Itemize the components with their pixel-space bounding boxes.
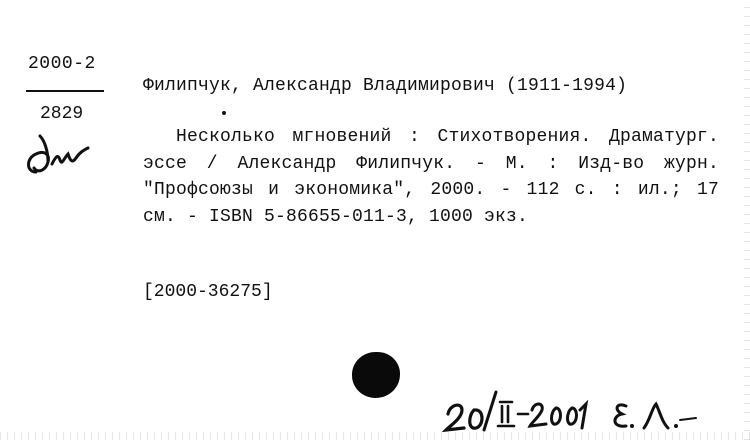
dot-mark [222,111,226,115]
handwritten-date-initials [440,380,740,440]
entry-description: Несколько мгновений : Стихотворения. Драматург. эссе / Александр Филипчук. - М. : Изд-во журн. "Профсоюзы и экономика", 2000. - 112 с. : ил.; 17 см. - ISBN 5-86655-011-3, 1000 экз. [143,127,719,227]
shelf-mark-bottom: 2829 [40,104,84,124]
entry-heading: Филипчук, Александр Владимирович (1911-1994) [143,76,628,96]
ink-blot [352,352,400,398]
handwritten-cipher [22,132,102,178]
scan-edge-bottom [0,432,750,440]
control-number: [2000-36275] [143,282,273,302]
scan-edge-right [744,0,750,440]
shelf-mark-divider [26,90,104,92]
shelf-mark-top: 2000-2 [28,54,96,74]
